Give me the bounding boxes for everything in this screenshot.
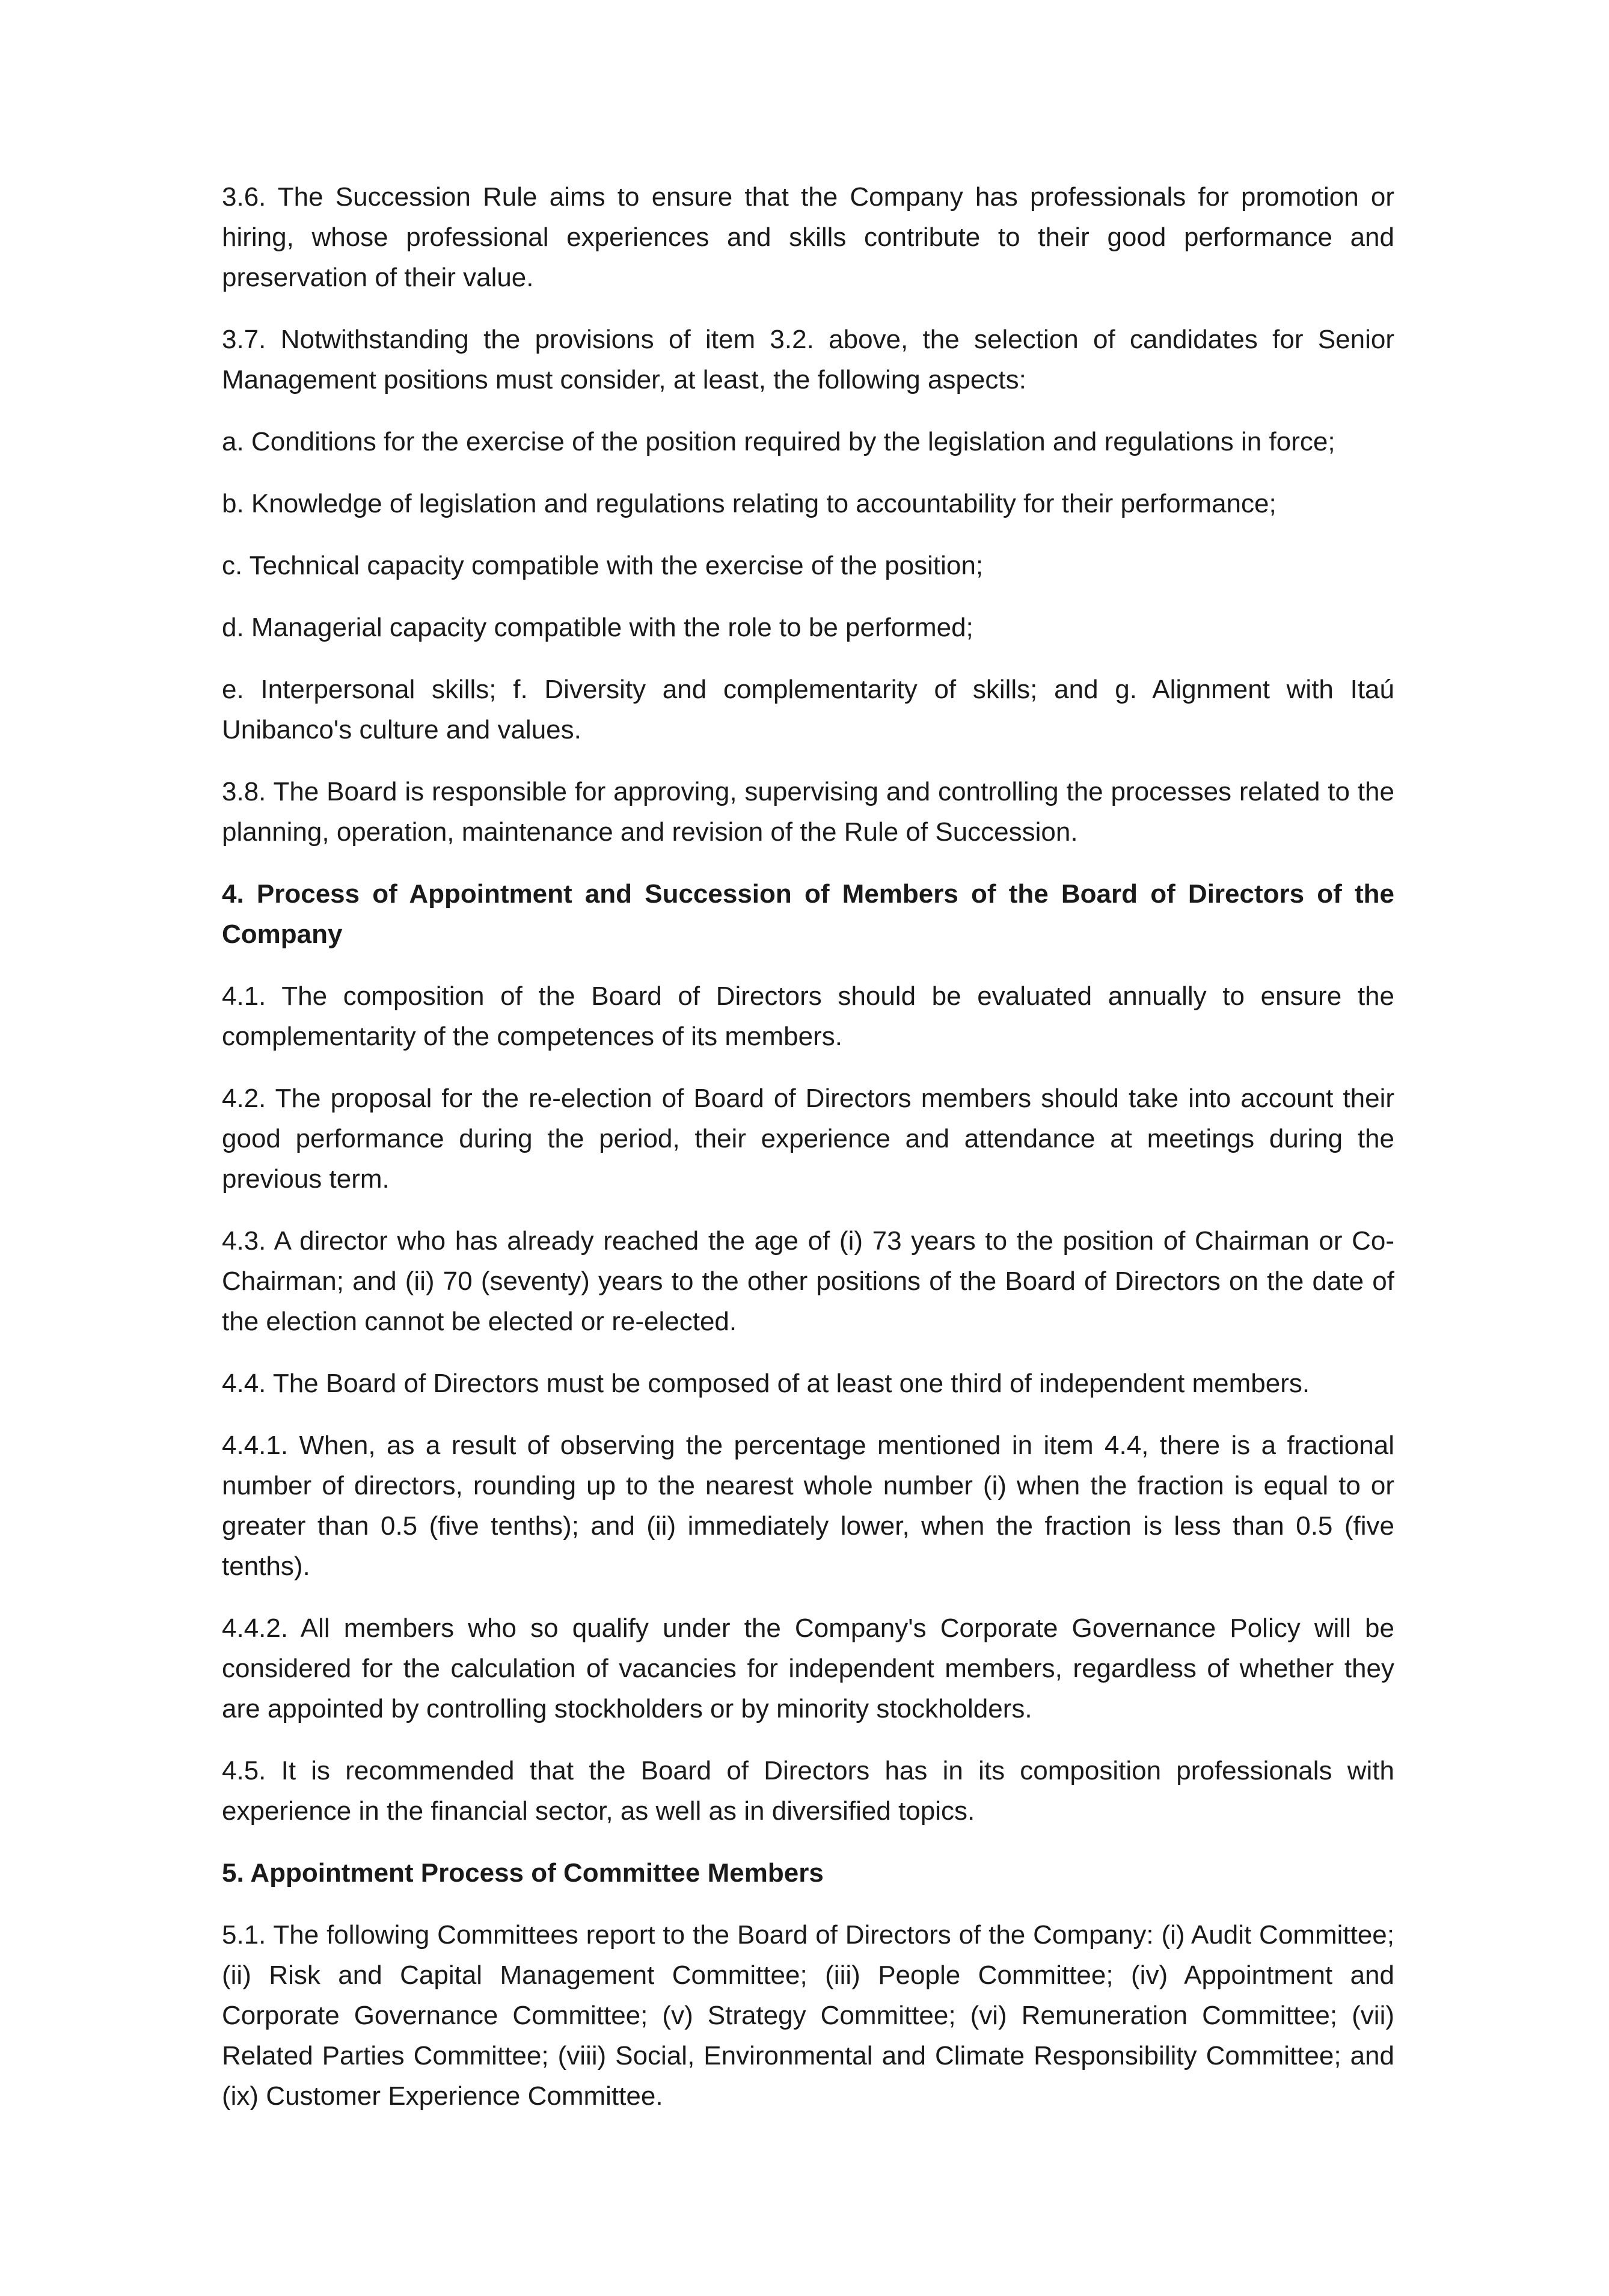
paragraph-5-1: 5.1. The following Committees report to the Board of Directors of the Company: (i) Audit Committee; (ii) Risk and Capital Management Committee; (iii) People Committee; (iv) Appointment and Corporate Governance Committee; (v) Strategy Committee; (vi) Remuneration Committee; (vii) Related Parties Committee; (viii) Social, Environmental and Climate Responsibility Committee; and (ix) Customer Experience Committee. (222, 1920, 1394, 2111)
paragraph-4-4-2: 4.4.2. All members who so qualify under the Company's Corporate Governance Policy will be considered for the calculation of vacancies for independent members, regardless of whether they are appointed by controlling stockholders or by minority stockholders. (222, 1613, 1394, 1724)
paragraph-3-8: 3.8. The Board is responsible for approving, supervising and controlling the processes related to the planning, operation, maintenance and revision of the Rule of Succession. (222, 777, 1394, 847)
paragraph-3-6: 3.6. The Succession Rule aims to ensure that the Company has professionals for promotion or hiring, whose professional experiences and skills contribute to their good performance and preservation of their value. (222, 182, 1394, 292)
section-heading-5: 5. Appointment Process of Committee Members (222, 1858, 824, 1888)
section-heading-4: 4. Process of Appointment and Succession of Members of the Board of Directors of the Company (222, 879, 1394, 949)
paragraph-4-4: 4.4. The Board of Directors must be composed of at least one third of independent members. (222, 1369, 1310, 1398)
document-page (222, 177, 1394, 2138)
list-item-a: a. Conditions for the exercise of the position required by the legislation and regulations in force; (222, 427, 1335, 456)
list-item-e-f-g: e. Interpersonal skills; f. Diversity and complementarity of skills; and g. Alignment with Itaú Unibanco's culture and values. (222, 675, 1394, 744)
paragraph-4-3: 4.3. A director who has already reached the age of (i) 73 years to the position of Chairman or Co-Chairman; and (ii) 70 (seventy) years to the other positions of the Board of Directors on the date of the election cannot be elected or re-elected. (222, 1226, 1394, 1336)
paragraph-3-7: 3.7. Notwithstanding the provisions of item 3.2. above, the selection of candidates for Senior Management positions must consider, at least, the following aspects: (222, 325, 1394, 394)
paragraph-4-2: 4.2. The proposal for the re-election of Board of Directors members should take into account their good performance during the period, their experience and attendance at meetings during the previous term. (222, 1084, 1394, 1194)
paragraph-4-5: 4.5. It is recommended that the Board of Directors has in its composition professionals with experience in the financial sector, as well as in diversified topics. (222, 1756, 1394, 1826)
list-item-b: b. Knowledge of legislation and regulations relating to accountability for their performance; (222, 489, 1276, 518)
list-item-d: d. Managerial capacity compatible with the role to be performed; (222, 613, 973, 642)
paragraph-4-4-1: 4.4.1. When, as a result of observing the percentage mentioned in item 4.4, there is a fractional number of directors, rounding up to the nearest whole number (i) when the fraction is equal to or greater than 0.5 (five tenths); and (ii) immediately lower, when the fraction is less than 0.5 (five tenths). (222, 1431, 1394, 1581)
list-item-c: c. Technical capacity compatible with the exercise of the position; (222, 551, 984, 580)
paragraph-4-1: 4.1. The composition of the Board of Directors should be evaluated annually to ensure the complementarity of the competences of its members. (222, 981, 1394, 1051)
